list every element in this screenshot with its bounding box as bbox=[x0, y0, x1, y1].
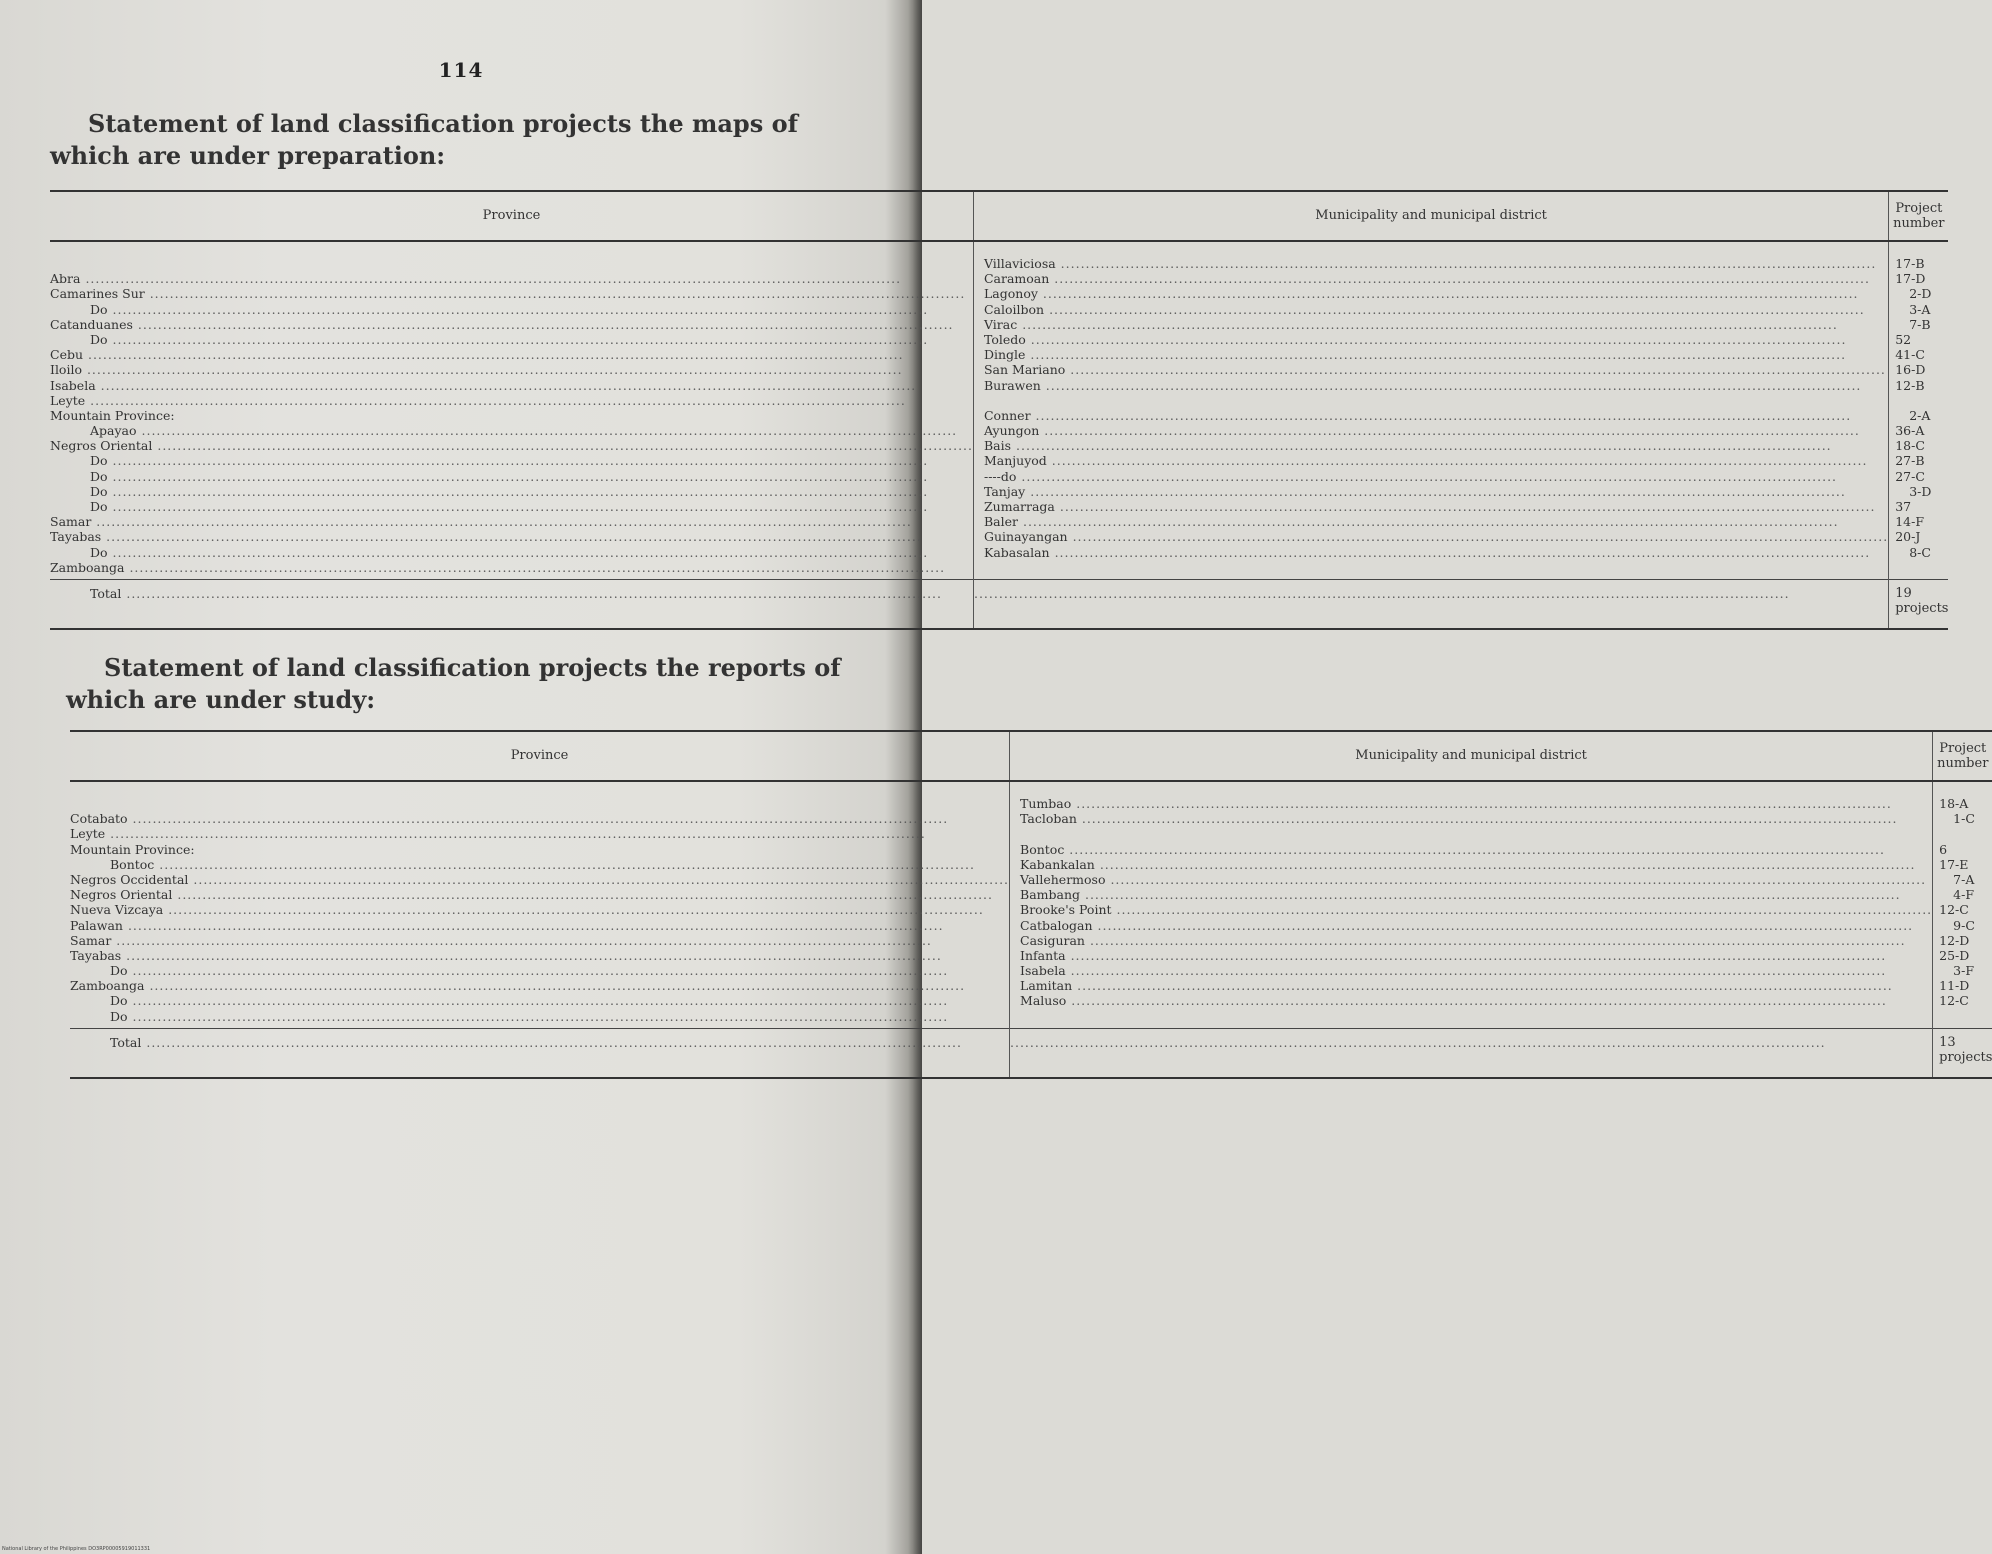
project-number-cell: 6 bbox=[1939, 841, 1948, 857]
municipality-cell bbox=[1020, 1009, 1932, 1024]
province-cell: Do ..... bbox=[50, 469, 973, 484]
project-number-cell: 2-D bbox=[1909, 286, 1932, 302]
section1-body bbox=[50, 241, 1948, 579]
municipality-cell: Guinayangan ..... bbox=[984, 529, 1888, 544]
province-cell: Negros Occidental ..... bbox=[70, 872, 1009, 887]
province-cell: Do ..... bbox=[70, 963, 1009, 978]
project-number-cell: 3-F bbox=[1953, 963, 1974, 979]
municipality-cell: ----do ..... bbox=[984, 469, 1888, 484]
municipality-cell: Infanta ..... bbox=[1020, 948, 1932, 963]
municipality-cell: Casiguran ..... bbox=[1020, 933, 1932, 948]
project-number-cell: 12-B bbox=[1895, 377, 1925, 393]
section2-header-row bbox=[70, 731, 1992, 781]
project-number-cell: 12-C bbox=[1939, 993, 1969, 1009]
project-number-cell: 2-A bbox=[1909, 407, 1931, 423]
province-cell: Abra ..... bbox=[50, 271, 973, 286]
municipality-cell: Tacloban ..... bbox=[1020, 811, 1932, 826]
total-leader bbox=[974, 586, 1888, 601]
province-cell: Mountain Province: bbox=[50, 407, 175, 423]
project-number-cell: 36-A bbox=[1895, 423, 1925, 439]
section2-body bbox=[70, 781, 1992, 1028]
province-cell: Do ..... bbox=[70, 1009, 1009, 1024]
municipality-column-header: Municipality and municipal district bbox=[1010, 731, 1933, 781]
project-number-cell: 37 bbox=[1895, 499, 1912, 514]
province-cell: Do ..... bbox=[50, 545, 973, 560]
total-label: Total ..... bbox=[50, 586, 973, 601]
section2-heading bbox=[66, 652, 886, 716]
project-number-column bbox=[1889, 241, 1949, 579]
province-cell: Apayao ..... bbox=[50, 423, 973, 438]
project-number-cell: 18-C bbox=[1895, 438, 1925, 454]
province-column bbox=[50, 241, 973, 579]
project-number-cell: 9-C bbox=[1953, 917, 1975, 933]
province-cell: Tayabas ..... bbox=[70, 948, 1009, 963]
project-number-cell: 16-D bbox=[1895, 362, 1926, 378]
project-number-cell: 20-J bbox=[1895, 529, 1921, 545]
project-number-cell bbox=[1895, 560, 1948, 575]
section1-table bbox=[50, 190, 1948, 630]
municipality-cell: Tumbao ..... bbox=[1020, 796, 1932, 811]
project-number-cell bbox=[1939, 1009, 1992, 1024]
province-cell: Do ..... bbox=[50, 453, 973, 468]
province-cell: Mountain Province: bbox=[70, 841, 195, 857]
municipality-cell: Brooke's Point ..... bbox=[1020, 902, 1932, 917]
project-number-cell: 27-C bbox=[1895, 468, 1925, 484]
province-column bbox=[70, 781, 1010, 1028]
municipality-cell: Ayungon ..... bbox=[984, 423, 1888, 438]
municipality-cell: Bambang ..... bbox=[1020, 887, 1932, 902]
province-cell: Cebu ..... bbox=[50, 347, 973, 362]
province-cell: Samar ..... bbox=[50, 514, 973, 529]
municipality-cell: Kabankalan ..... bbox=[1020, 857, 1932, 872]
municipality-column-header: Municipality and municipal district bbox=[973, 191, 1888, 241]
section1-heading bbox=[50, 108, 870, 172]
project-number-column-header: Project number bbox=[1937, 740, 1989, 771]
municipality-cell: Manjuyod ..... bbox=[984, 453, 1888, 468]
province-cell: Zamboanga ..... bbox=[70, 978, 1009, 993]
municipality-cell: Dingle ..... bbox=[984, 347, 1888, 362]
province-cell: Tayabas ..... bbox=[50, 529, 973, 544]
municipality-cell: Baler ..... bbox=[984, 514, 1888, 529]
province-cell bbox=[70, 796, 1009, 811]
municipality-cell: Zumarraga ..... bbox=[984, 499, 1888, 514]
municipality-cell: Tanjay ..... bbox=[984, 484, 1888, 499]
municipality-column bbox=[973, 241, 1888, 579]
project-number-cell: 7-B bbox=[1909, 316, 1931, 332]
province-column-header: Province bbox=[50, 191, 973, 241]
project-number-cell: 12-D bbox=[1939, 932, 1970, 948]
project-number-cell: 11-D bbox=[1939, 978, 1970, 994]
province-cell: Catanduanes ..... bbox=[50, 317, 973, 332]
total-label: Total ..... bbox=[70, 1035, 1009, 1050]
province-cell: Do ..... bbox=[50, 499, 973, 514]
municipality-cell: Bais ..... bbox=[984, 438, 1888, 453]
municipality-cell: Toledo ..... bbox=[984, 332, 1888, 347]
province-cell: Do ..... bbox=[70, 993, 1009, 1008]
municipality-cell bbox=[984, 393, 1888, 408]
project-number-cell: 17-D bbox=[1895, 271, 1926, 287]
province-column-header: Province bbox=[70, 731, 1010, 781]
project-number-cell: 52 bbox=[1895, 331, 1912, 347]
municipality-cell: San Mariano ..... bbox=[984, 362, 1888, 377]
municipality-column bbox=[1010, 781, 1933, 1028]
page-number: 114 bbox=[438, 58, 484, 82]
municipality-cell: Caramoan ..... bbox=[984, 271, 1888, 286]
project-number-cell: 14-F bbox=[1895, 514, 1925, 530]
project-number-cell: 41-C bbox=[1895, 347, 1925, 363]
municipality-cell: Virac ..... bbox=[984, 317, 1888, 332]
province-cell bbox=[50, 256, 973, 271]
province-cell: Negros Oriental ..... bbox=[70, 887, 1009, 902]
project-number-cell: 17-E bbox=[1939, 856, 1969, 872]
project-number-cell bbox=[1895, 393, 1948, 408]
project-number-column bbox=[1933, 781, 1992, 1028]
municipality-cell: Catbalogan ..... bbox=[1020, 918, 1932, 933]
municipality-cell: Kabasalan ..... bbox=[984, 545, 1888, 560]
project-number-cell: 18-A bbox=[1939, 796, 1969, 811]
municipality-cell: Bontoc ..... bbox=[1020, 842, 1932, 857]
province-cell: Leyte ..... bbox=[50, 393, 973, 408]
section1-heading-text: Statement of land classification projects the maps of which are under preparation: bbox=[50, 109, 798, 170]
project-number-cell: 8-C bbox=[1909, 544, 1931, 560]
municipality-cell: Vallehermoso ..... bbox=[1020, 872, 1932, 887]
section2-table bbox=[70, 730, 1992, 1079]
municipality-cell bbox=[984, 560, 1888, 575]
municipality-cell: Lagonoy ..... bbox=[984, 286, 1888, 301]
province-cell: Bontoc ..... bbox=[70, 857, 1009, 872]
project-number-cell: 17-B bbox=[1895, 256, 1925, 271]
municipality-cell: Caloilbon ..... bbox=[984, 302, 1888, 317]
section1-header-row bbox=[50, 191, 1948, 241]
total-value: 13 projects bbox=[1939, 1034, 1992, 1066]
province-cell: Do ..... bbox=[50, 484, 973, 499]
province-cell: Isabela ..... bbox=[50, 378, 973, 393]
province-cell: Samar ..... bbox=[70, 933, 1009, 948]
municipality-cell bbox=[1020, 826, 1932, 841]
project-number-cell: 12-C bbox=[1939, 902, 1969, 918]
province-cell: Do ..... bbox=[50, 332, 973, 347]
province-cell: Cotabato ..... bbox=[70, 811, 1009, 826]
total-leader bbox=[1010, 1035, 1932, 1050]
project-number-cell: 1-C bbox=[1953, 811, 1975, 827]
section2-heading-text: Statement of land classification projects the reports of which are under study: bbox=[66, 653, 841, 714]
province-cell: Do ..... bbox=[50, 302, 973, 317]
municipality-cell: Maluso ..... bbox=[1020, 993, 1932, 1008]
project-number-cell: 3-D bbox=[1909, 483, 1932, 499]
project-number-cell: 7-A bbox=[1953, 871, 1975, 887]
project-number-cell bbox=[1939, 826, 1992, 841]
province-cell: Zamboanga ..... bbox=[50, 560, 973, 575]
province-cell: Camarines Sur ..... bbox=[50, 286, 973, 301]
project-number-cell: 27-B bbox=[1895, 453, 1925, 469]
province-cell: Iloilo ..... bbox=[50, 362, 973, 377]
project-number-cell: 3-A bbox=[1909, 301, 1931, 317]
province-cell: Palawan ..... bbox=[70, 918, 1009, 933]
project-number-cell: 4-F bbox=[1953, 887, 1974, 903]
municipality-cell: Conner ..... bbox=[984, 408, 1888, 423]
province-cell: Negros Oriental ..... bbox=[50, 438, 973, 453]
section1-total-row bbox=[50, 579, 1948, 629]
municipality-cell: Lamitan ..... bbox=[1020, 978, 1932, 993]
municipality-cell: Isabela ..... bbox=[1020, 963, 1932, 978]
province-cell: Nueva Vizcaya ..... bbox=[70, 902, 1009, 917]
project-number-cell: 25-D bbox=[1939, 947, 1970, 963]
library-footer: National Library of the Philippines DO3RP00005919011331 bbox=[2, 1546, 151, 1552]
municipality-cell: Burawen ..... bbox=[984, 378, 1888, 393]
project-number-column-header: Project number bbox=[1893, 200, 1945, 231]
section2-total-row bbox=[70, 1028, 1992, 1078]
total-value: 19 projects bbox=[1895, 585, 1949, 617]
municipality-cell: Villaviciosa ..... bbox=[984, 256, 1888, 271]
province-cell: Leyte ..... bbox=[70, 826, 1009, 841]
